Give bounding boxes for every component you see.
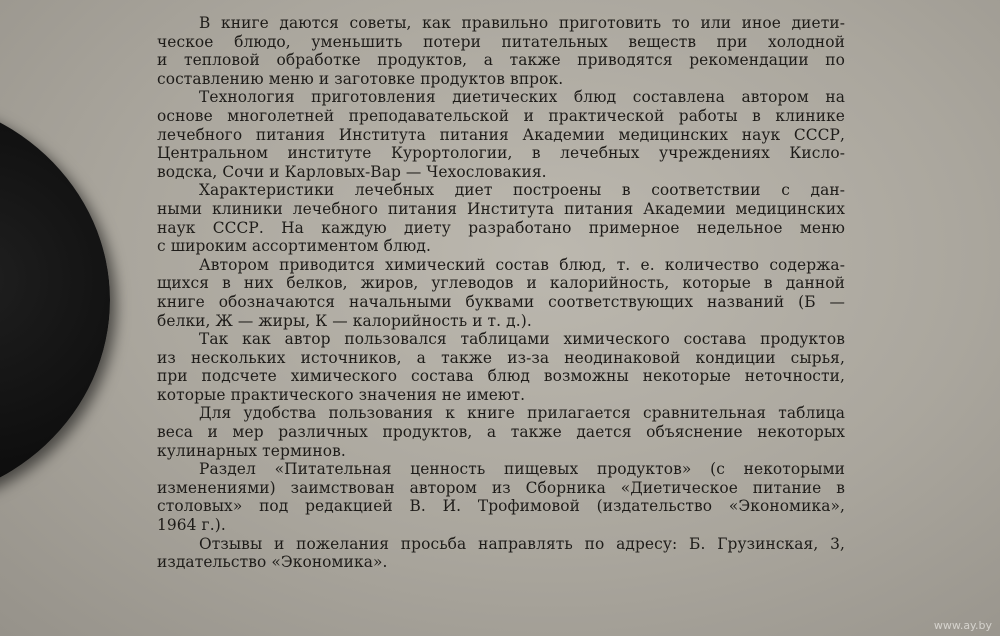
text-line: Технология приготовления диетических блюд составлена автором на — [199, 88, 845, 107]
text-line: 1964 г.). — [157, 516, 226, 535]
text-line: водска, Сочи и Карловых-Вар — Чехословакия. — [157, 162, 547, 181]
text-line: при подсчете химического состава блюд возможны некоторые неточности, — [157, 367, 845, 386]
text-line: ными клиники лечебного питания Института питания Академии медицинских — [157, 199, 845, 218]
text-line: Характеристики лечебных диет построены в соответствии с дан- — [199, 181, 845, 200]
text-line: белки, Ж — жиры, К — калорийность и т. д.). — [157, 311, 532, 330]
text-line: книге обозначаются начальными буквами соответствующих названий (Б — — [157, 292, 845, 311]
text-line: из нескольких источников, а также из-за неодинаковой кондиции сырья, — [157, 348, 845, 367]
text-line: Отзывы и пожелания просьба направлять по адресу: Б. Грузинская, 3, — [199, 534, 845, 553]
text-line: изменениями) заимствован автором из Сборника «Диетическое питание в — [157, 478, 845, 497]
text-line: лечебного питания Института питания Академии медицинских наук СССР, — [157, 125, 845, 144]
watermark: www.ay.by — [933, 619, 992, 632]
text-line: наук СССР. На каждую диету разработано примерное недельное меню — [157, 218, 845, 237]
text-line: столовых» под редакцией В. И. Трофимовой (издательство «Экономика», — [157, 497, 845, 516]
text-line: и тепловой обработке продуктов, а также приводятся рекомендации по — [157, 51, 845, 70]
text-line: веса и мер различных продуктов, а также дается объяснение некоторых — [157, 423, 845, 442]
lens-cap-object — [0, 95, 110, 505]
text-line: Так как автор пользовался таблицами химического состава продуктов — [199, 330, 845, 349]
text-line: В книге даются советы, как правильно приготовить то или иное диети- — [199, 14, 845, 32]
text-line: Центральном институте Курортологии, в лечебных учреждениях Кисло- — [157, 144, 845, 163]
page-text — [157, 14, 845, 572]
text-line: которые практического значения не имеют. — [157, 385, 526, 404]
text-line: с широким ассортиментом блюд. — [157, 237, 431, 256]
text-line: щихся в них белков, жиров, углеводов и калорийность, которые в данной — [157, 274, 845, 293]
text-line: составлению меню и заготовке продуктов впрок. — [157, 69, 564, 88]
text-line: Для удобства пользования к книге прилагается сравнительная таблица — [199, 404, 845, 423]
text-line: кулинарных терминов. — [157, 441, 346, 460]
text-line: Раздел «Питательная ценность пищевых продуктов» (с некоторыми — [199, 460, 845, 479]
text-line: основе многолетней преподавательской и практической работы в клинике — [157, 106, 845, 125]
text-line: ческое блюдо, уменьшить потери питательных веществ при холодной — [157, 32, 845, 51]
text-line: Автором приводится химический состав блюд, т. е. количество содержа- — [199, 255, 845, 274]
text-line: издательство «Экономика». — [157, 553, 388, 572]
